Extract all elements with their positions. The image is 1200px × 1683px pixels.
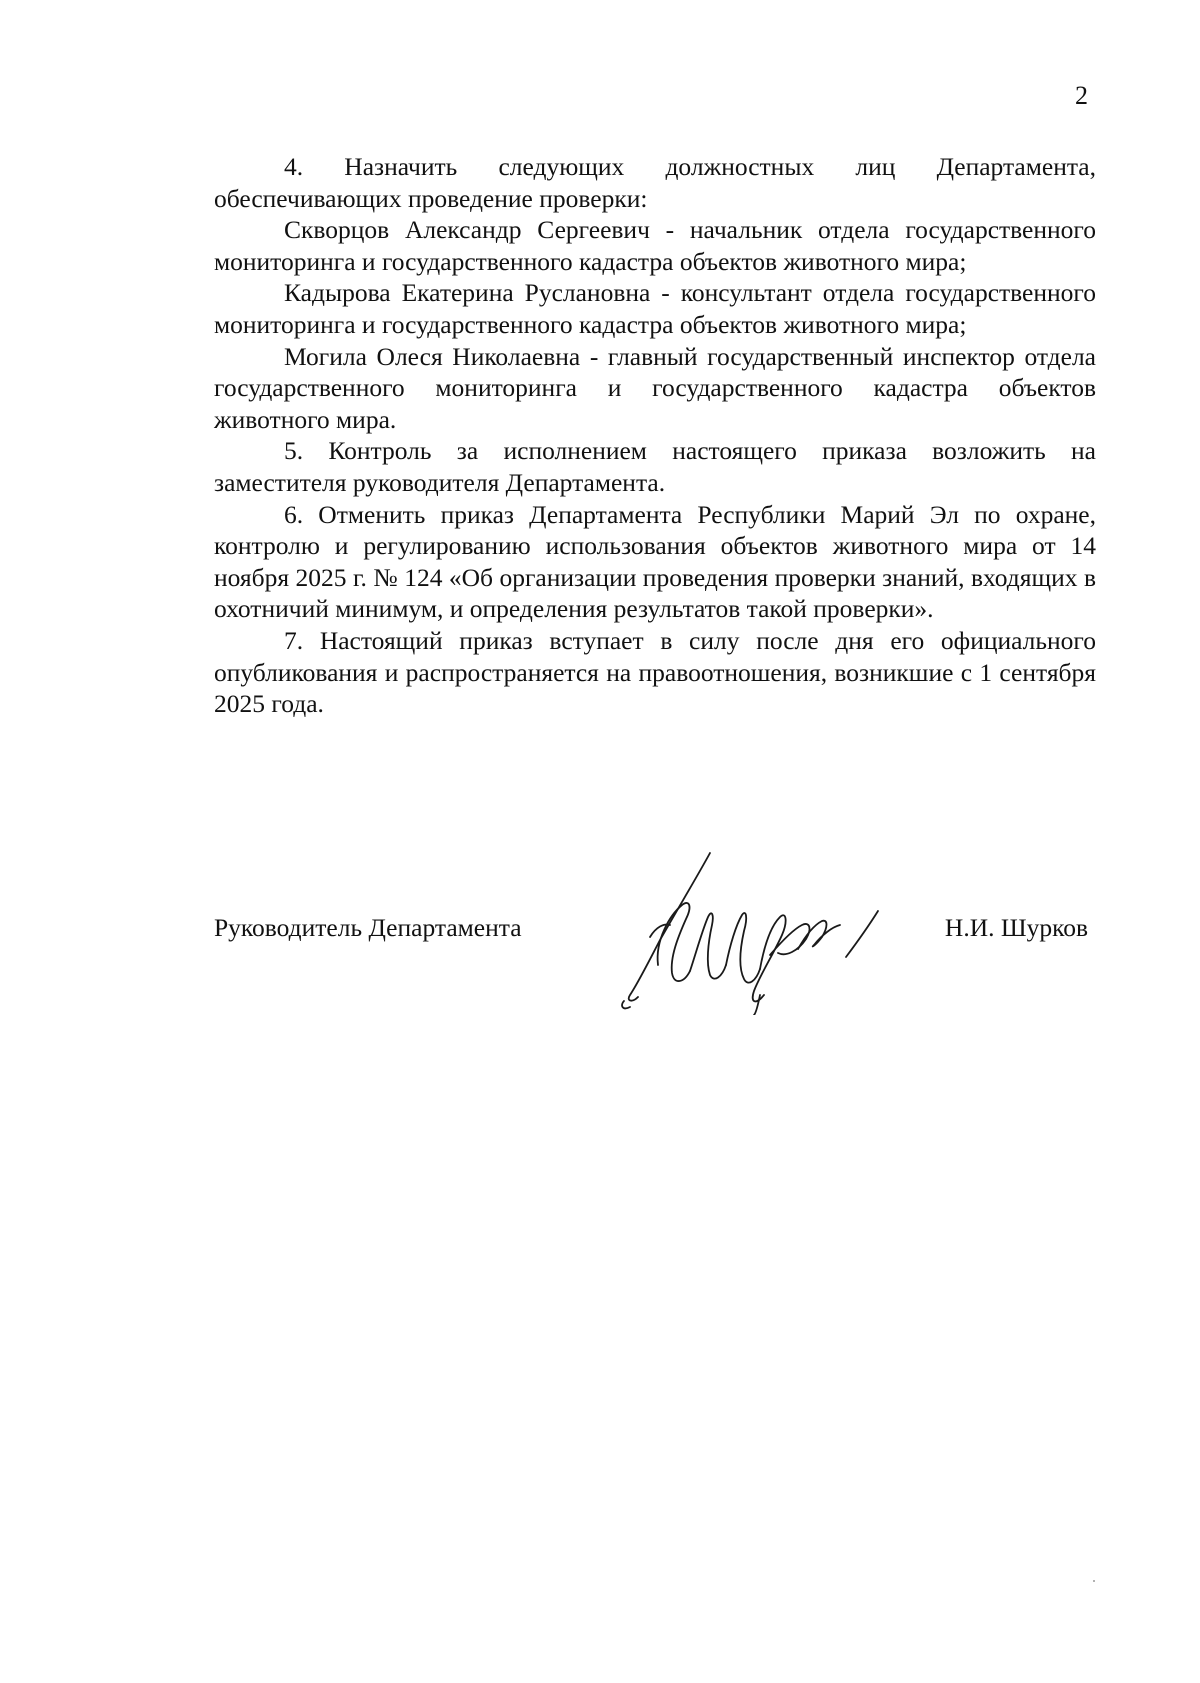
handwritten-signature <box>610 845 890 1015</box>
paragraph-item-4: 4. Назначить следующих должностных лиц Департамента, обеспечивающих проведение проверки: <box>214 152 1096 213</box>
page-number: 2 <box>1075 81 1088 110</box>
scan-artifact <box>1093 1580 1095 1582</box>
paragraph-official-mogila: Могила Олеся Николаевна - главный государственный инспектор отдела государственного мониторинга и государственного кадастра объектов животного мира. <box>214 341 1096 434</box>
paragraph-official-kadyrova: Кадырова Екатерина Руслановна - консультант отдела государственного мониторинга и государственного кадастра объектов животного мира; <box>214 278 1096 339</box>
signatory-name: Н.И. Шурков <box>944 913 1088 942</box>
signatory-position: Руководитель Департамента <box>214 913 522 942</box>
paragraph-official-skvortsov: Скворцов Александр Сергеевич - начальник отдела государственного мониторинга и государственного кадастра объектов животного мира; <box>214 215 1096 276</box>
document-body <box>214 151 1096 720</box>
paragraph-item-6: 6. Отменить приказ Департамента Республики Марий Эл по охране, контролю и регулированию использования объектов животного мира от 14 ноября 2025 г. № 124 «Об организации проведения проверки знаний, входящих в охотничий минимум, и определения результатов такой проверки». <box>214 499 1096 624</box>
paragraph-item-7: 7. Настоящий приказ вступает в силу после дня его официального опубликования и распространяется на правоотношения, возникшие с 1 сентября 2025 года. <box>214 625 1096 719</box>
paragraph-item-5: 5. Контроль за исполнением настоящего приказа возложить на заместителя руководителя Департамента. <box>214 436 1096 497</box>
